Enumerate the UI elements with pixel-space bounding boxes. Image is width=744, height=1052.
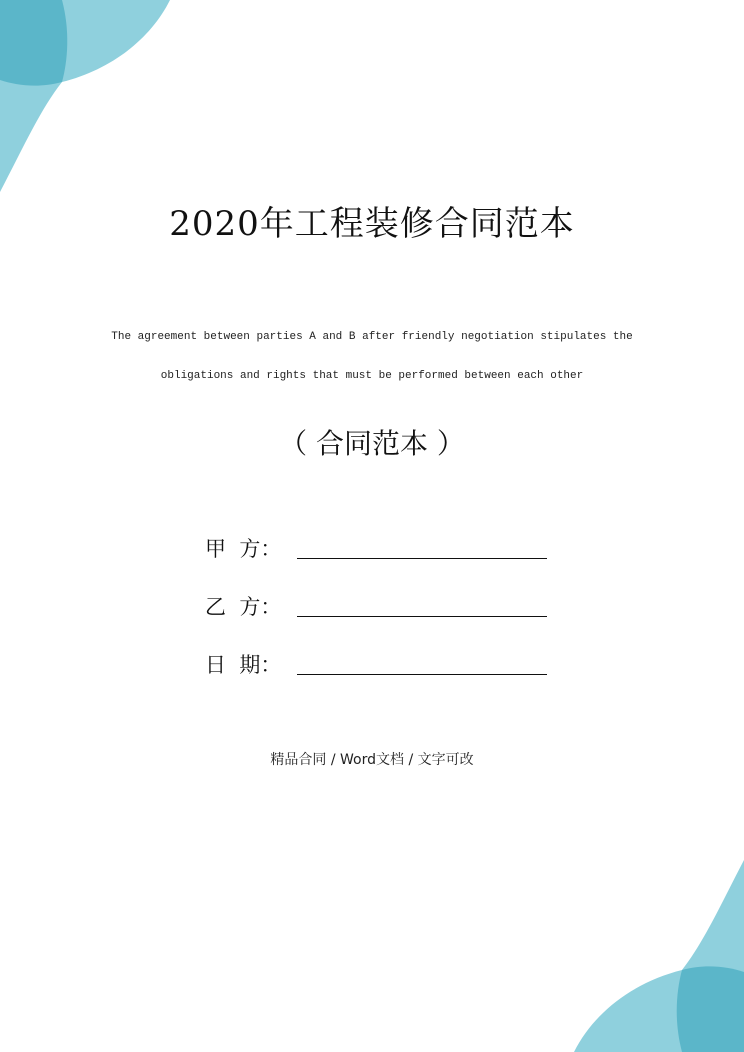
date-field [205, 648, 547, 678]
date-blank-line[interactable] [297, 650, 547, 675]
party-b-field [205, 590, 547, 620]
party-b-blank-line[interactable] [297, 592, 547, 617]
party-a-blank-line[interactable] [297, 534, 547, 559]
corner-decoration-bottom-right [564, 852, 744, 1052]
document-title: 2020年工程装修合同范本 [169, 204, 575, 244]
party-a-label: 甲 方： [205, 537, 282, 561]
party-b-label: 乙 方： [205, 595, 282, 619]
date-label: 日 期： [205, 653, 282, 677]
corner-arc-dark [0, 0, 67, 86]
corner-arc-dark [677, 966, 744, 1052]
subtitle-line-1: The agreement between parties A and B after friendly negotiation stipulates the [111, 331, 633, 343]
subtitle-line-2: obligations and rights that must be performed between each other [160, 370, 584, 382]
contract-kind-heading: （ 合同范本 ） [279, 427, 465, 460]
corner-decoration-top-left [0, 0, 180, 200]
party-a-field [205, 532, 547, 562]
footer-note: 精品合同 / Word文档 / 文字可改 [270, 752, 474, 768]
